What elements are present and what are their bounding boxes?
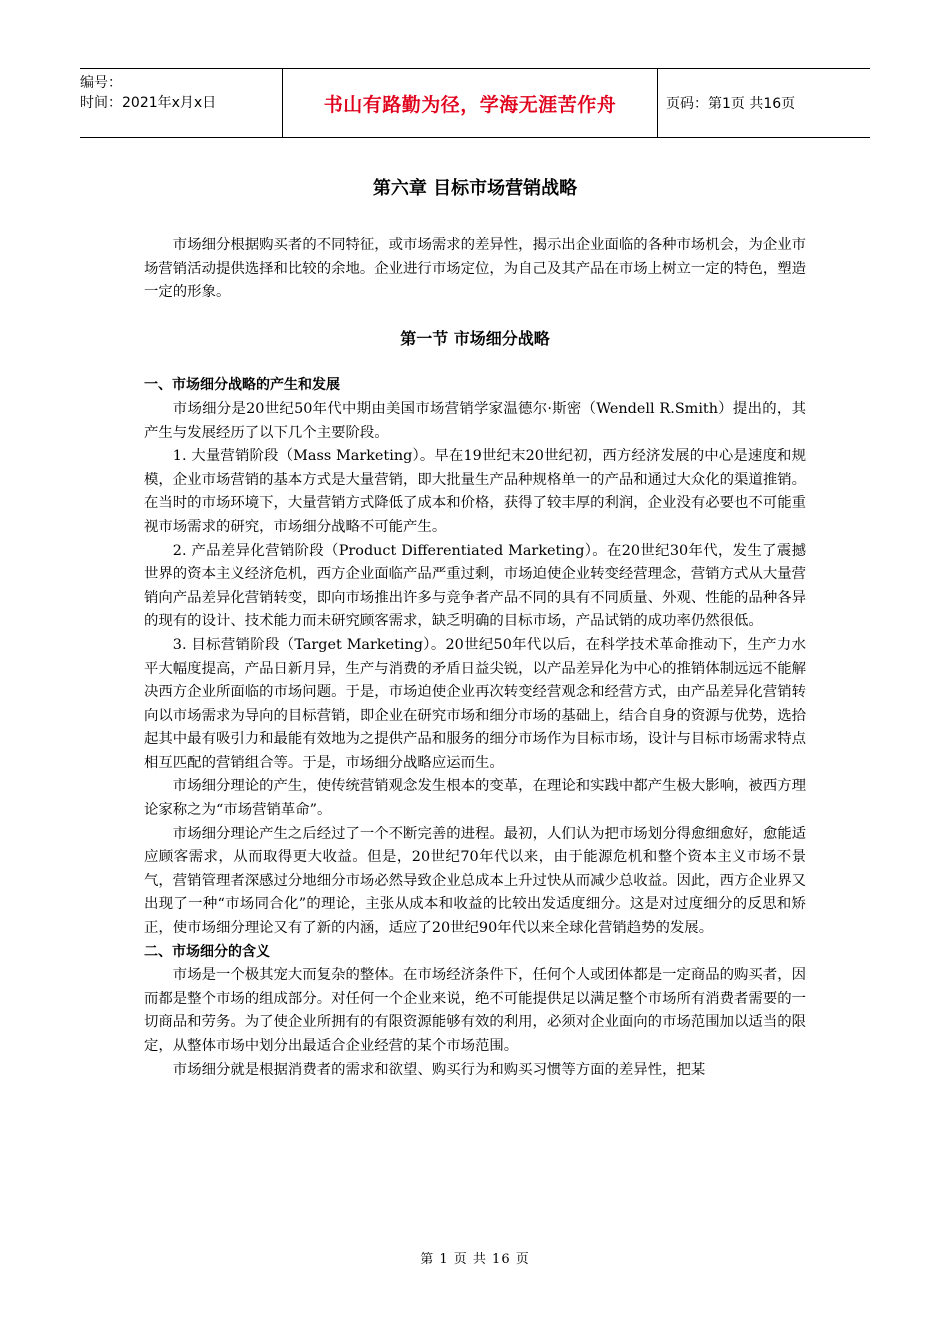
- header-motto-cell: [282, 69, 658, 137]
- header-left-cell: [80, 69, 282, 137]
- chapter-title: 第六章 目标市场营销战略: [372, 178, 578, 199]
- paragraph: 1. 大量营销阶段（Mass Marketing）。早在19世纪末20世纪初，西方经济发展的中心是速度和规模，企业市场营销的基本方式是大量营销，即大批量生产品种规格单一的产品和通过大众化的渠道推销。在当时的市场环境下，大量营销方式降低了成本和价格，获得了较丰厚的利润，企业没有必要也不可能重视市场需求的研究，市场细分战略不可能产生。: [144, 448, 806, 535]
- document-body: [144, 234, 806, 1082]
- time-label: 时间：2021年x月x日: [80, 95, 217, 111]
- serial-label: 编号：: [80, 75, 122, 91]
- subsection-title-1: 一、市场细分战略的产生和发展: [144, 377, 340, 394]
- motto-text: 书山有路勤为径，学海无涯苦作舟: [323, 93, 617, 116]
- paragraph: 市场是一个极其宠大而复杂的整体。在市场经济条件下，任何个人或团体都是一定商品的购买者，因而都是整个市场的组成部分。对任何一个企业来说，绝不可能提供足以满足整个市场所有消费者需要的一切商品和劳务。为了使企业所拥有的有限资源能够有效的利用，必须对企业面向的市场范围加以适当的限定，从整体市场中划分出最适合企业经营的某个市场范围。: [144, 967, 806, 1054]
- paragraph: 2. 产品差异化营销阶段（Product Differentiated Marketing）。在20世纪30年代，发生了震撼世界的资本主义经济危机，西方企业面临产品严重过剩，市场迫使企业转变经营理念，营销方式从大量营销向产品差异化营销转变，即向市场推出许多与竞争者产品不同的具有不同质量、外观、性能的品种各异的现有的设计、技术能力而未研究顾客需求，缺乏明确的目标市场，产品试销的成功率仍然很低。: [144, 542, 806, 630]
- paragraph: 市场细分理论产生之后经过了一个不断完善的进程。最初，人们认为把市场划分得愈细愈好，愈能适应顾客需求，从而取得更大收益。但是，20世纪70年代以来，由于能源危机和整个资本主义市场不景气，营销管理者深感过分地细分市场必然导致企业总成本上升过快从而减少总收益。因此，西方企业界又出现了一种“市场同合化”的理论，主张从成本和收益的比较出发适度细分。这是对过度细分的反思和矫正，使市场细分理论又有了新的内涵，适应了20世纪90年代以来全球化营销趋势的发展。: [144, 825, 806, 937]
- paragraph: 3. 目标营销阶段（Target Marketing）。20世纪50年代以后，在科学技术革命推动下，生产力水平大幅度提高，产品日新月异，生产与消费的矛盾日益尖锐，以产品差异化为中心的推销体制远远不能解决西方企业所面临的市场问题。于是，市场迫使企业再次转变经营观念和经营方式，由产品差异化营销转向以市场需求为导向的目标营销，即企业在研究市场和细分市场的基础上，结合自身的资源与优势，选拾起其中最有吸引力和最能有效地为之提供产品和服务的细分市场作为目标市场，设计与目标市场需求特点相互匹配的营销组合等。于是，市场细分战略应运而生。: [144, 636, 806, 771]
- page-footer: 第 1 页 共 16 页: [420, 1252, 530, 1267]
- section-title: 第一节 市场细分战略: [400, 328, 550, 348]
- page-header: [80, 68, 870, 138]
- paragraph: 市场细分就是根据消费者的需求和欲望、购买行为和购买习惯等方面的差异性，把某: [172, 1061, 706, 1078]
- page-info: 页码：第1页 共16页: [666, 96, 796, 112]
- intro-paragraph: 市场细分根据购买者的不同特征，或市场需求的差异性，揭示出企业面临的各种市场机会，为企业市场营销活动提供选择和比较的余地。企业进行市场定位，为自己及其产品在市场上树立一定的特色，塑造一定的形象。: [144, 237, 806, 301]
- paragraph: 市场细分理论的产生，使传统营销观念发生根本的变革，在理论和实践中都产生极大影响，被西方理论家称之为“市场营销革命”。: [144, 778, 806, 819]
- subsection-title-2: 二、市场细分的含义: [144, 943, 270, 960]
- header-page-cell: [658, 69, 870, 137]
- paragraph: 市场细分是20世纪50年代中期由美国市场营销学家温德尔·斯密（Wendell R.Smith）提出的，其产生与发展经历了以下几个主要阶段。: [144, 400, 806, 441]
